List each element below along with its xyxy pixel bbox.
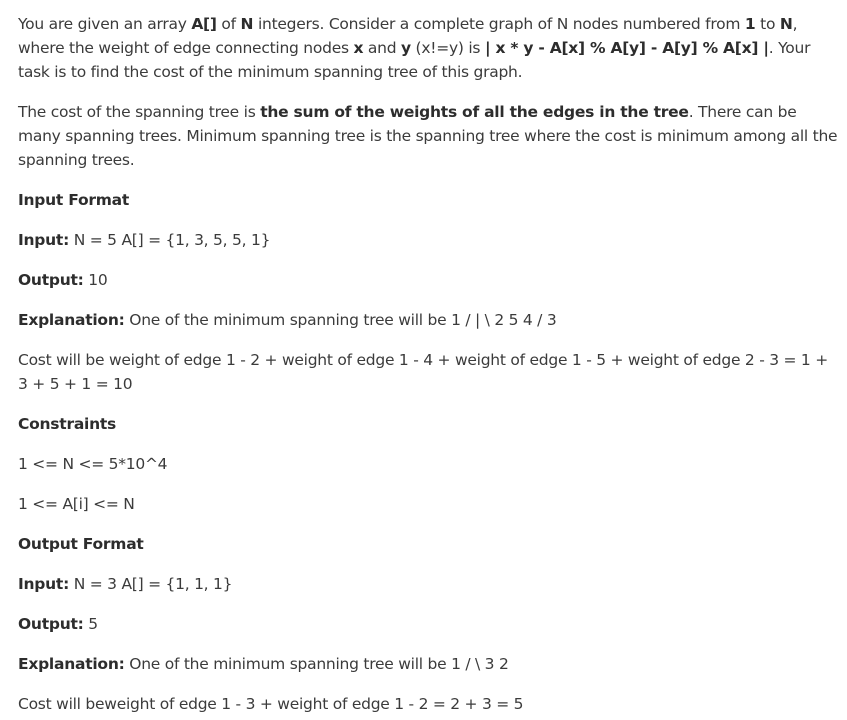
text: of xyxy=(216,15,241,33)
bold-text: the sum of the weights of all the edges in the tree xyxy=(260,103,689,121)
explanation-label: Explanation: xyxy=(18,311,125,329)
text: . There can be many spanning trees. Minimum spanning tree is the spanning tree where the cost is minimum among all the spanning trees. xyxy=(18,103,838,169)
spanning-tree-paragraph xyxy=(18,100,838,172)
input-value: N = 3 A[] = {1, 1, 1} xyxy=(69,575,233,593)
example2-input xyxy=(18,572,838,596)
text: The cost of the spanning tree is xyxy=(18,103,261,121)
text: (x!=y) is xyxy=(410,39,485,57)
text: to xyxy=(755,15,780,33)
bold-text: y xyxy=(401,39,411,57)
input-label: Input: xyxy=(18,575,70,593)
constraints-heading: Constraints xyxy=(18,415,117,433)
example1-explanation xyxy=(18,308,838,332)
bold-text: x xyxy=(353,39,364,57)
input-label: Input: xyxy=(18,231,70,249)
explanation-text: One of the minimum spanning tree will be 1 / | \ 2 5 4 / 3 xyxy=(124,311,557,329)
bold-text: A[] xyxy=(191,15,217,33)
bold-text: N xyxy=(240,15,254,33)
example1-output xyxy=(18,268,838,292)
output-format-heading: Output Format xyxy=(18,535,144,553)
weight-formula: | x * y - A[x] % A[y] - A[y] % A[x] | xyxy=(484,39,769,57)
example2-output xyxy=(18,612,838,636)
text: , where the weight of edge connecting nodes xyxy=(18,15,798,57)
example2-cost: Cost will beweight of edge 1 - 3 + weight of edge 1 - 2 = 2 + 3 = 5 xyxy=(18,695,524,713)
text: integers. Consider a complete graph of N nodes numbered from xyxy=(253,15,745,33)
constraint-n: 1 <= N <= 5*10^4 xyxy=(18,455,168,473)
bold-text: N xyxy=(779,15,793,33)
bold-text: 1 xyxy=(744,15,756,33)
text: You are given an array xyxy=(18,15,192,33)
example1-input xyxy=(18,228,838,252)
input-format-heading: Input Format xyxy=(18,191,130,209)
output-label: Output: xyxy=(18,615,84,633)
constraint-a: 1 <= A[i] <= N xyxy=(18,495,135,513)
input-value: N = 5 A[] = {1, 3, 5, 5, 1} xyxy=(69,231,271,249)
text: and xyxy=(363,39,402,57)
intro-paragraph xyxy=(18,12,838,84)
output-value: 10 xyxy=(83,271,108,289)
example1-cost: Cost will be weight of edge 1 - 2 + weight of edge 1 - 4 + weight of edge 1 - 5 + weight of edge 2 - 3 = 1 + 3 + 5 + 1 = 10 xyxy=(18,351,828,393)
example2-explanation xyxy=(18,652,838,676)
explanation-text: One of the minimum spanning tree will be 1 / \ 3 2 xyxy=(124,655,509,673)
output-label: Output: xyxy=(18,271,84,289)
text: . Your task is to find the cost of the minimum spanning tree of this graph. xyxy=(18,39,811,81)
explanation-label: Explanation: xyxy=(18,655,125,673)
output-value: 5 xyxy=(83,615,98,633)
